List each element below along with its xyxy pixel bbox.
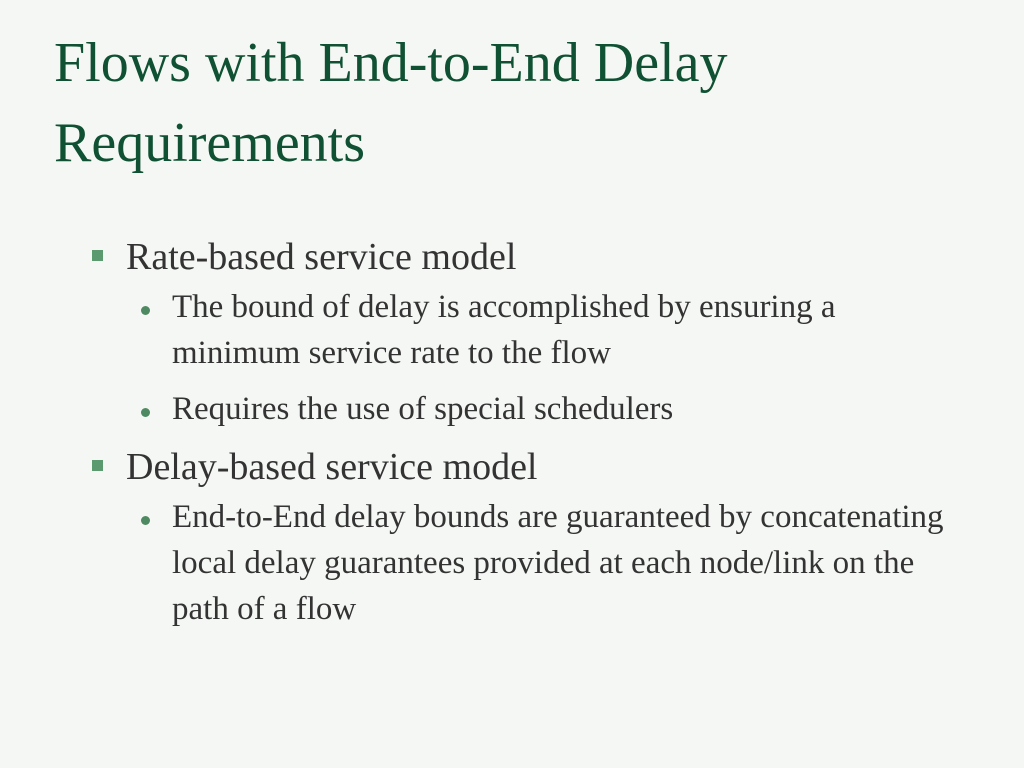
dot-bullet-icon — [141, 516, 150, 525]
sub-bullet-text: The bound of delay is accomplished by ensuring a minimum service rate to the flow — [172, 289, 836, 371]
bullet-text: Rate-based service model — [126, 236, 517, 278]
square-bullet-icon — [92, 460, 103, 471]
sub-bullet-list — [126, 284, 970, 432]
sub-bullet-text: Requires the use of special schedulers — [172, 391, 674, 427]
bullet-text: Delay-based service model — [126, 446, 538, 488]
sub-bullet-item — [126, 494, 970, 632]
dot-bullet-icon — [141, 408, 150, 417]
slide-title: Flows with End-to-End Delay Requirements — [54, 32, 728, 174]
bullet-item-delay-based — [90, 442, 970, 632]
bullet-item-rate-based — [90, 232, 970, 432]
dot-bullet-icon — [141, 306, 150, 315]
bullet-list — [90, 232, 970, 642]
sub-bullet-list — [126, 494, 970, 632]
sub-bullet-item — [126, 284, 970, 376]
sub-bullet-text: End-to-End delay bounds are guaranteed by concatenating local delay guarantees provided at each node/link on the path of a flow — [172, 499, 944, 627]
sub-bullet-item — [126, 386, 970, 432]
square-bullet-icon — [92, 250, 103, 261]
